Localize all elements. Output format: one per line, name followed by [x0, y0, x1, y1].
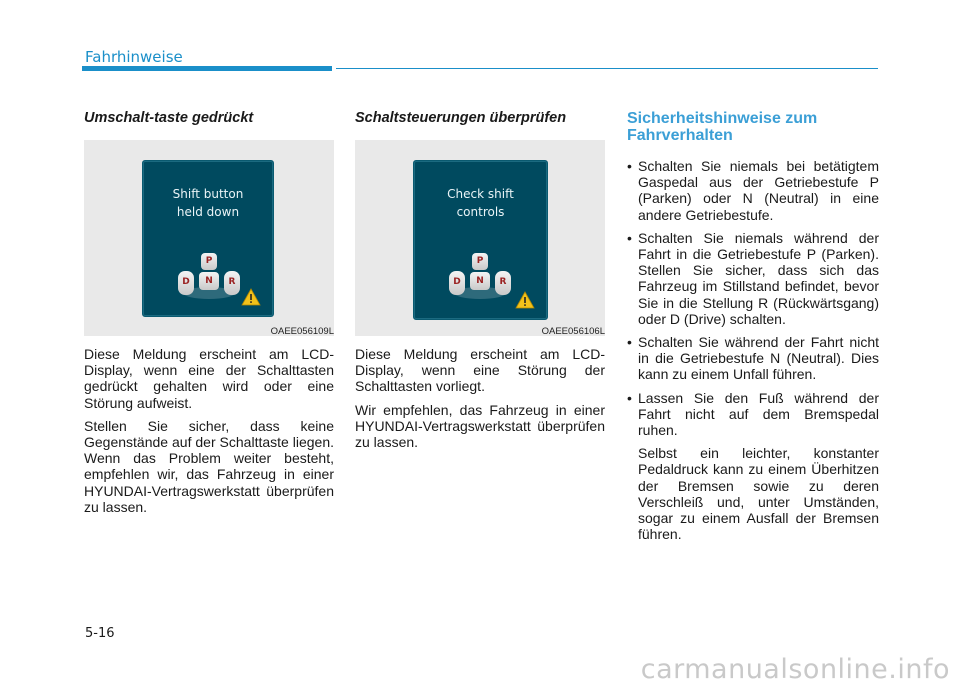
list-item: • Schalten Sie niemals bei betätigtem Gaspedal aus der Getriebestufe P (Parken) oder N (Neutral) in eine andere Getriebestufe. [627, 158, 879, 223]
button-p: P [472, 253, 488, 270]
safety-bullet-list [627, 158, 879, 542]
button-r: R [495, 271, 511, 295]
button-d: D [178, 271, 194, 295]
lcd-display [413, 160, 548, 320]
paragraph: Wir empfehlen, das Fahrzeug in einer HYUNDAI-Vertragswerkstatt überprüfen zu lassen. [355, 401, 605, 451]
button-p: P [201, 253, 217, 270]
figure-code: OAEE056106L [541, 326, 605, 337]
warning-icon [515, 291, 535, 309]
paragraph: Diese Meldung erscheint am LCD-Display, wenn eine der Schalttasten gedrückt gehalten wird oder eine Störung aufweist. [84, 346, 334, 411]
figure-check-shift [355, 140, 605, 336]
button-n: N [470, 272, 490, 290]
button-d: D [449, 271, 465, 295]
figure-shift-button [84, 140, 334, 336]
lcd-message: Shift button held down [172, 187, 244, 219]
column-3 [627, 110, 879, 549]
subheading-shift-button: Umschalt-taste gedrückt [84, 110, 254, 126]
warning-icon [241, 288, 261, 306]
column-1 [84, 110, 334, 522]
list-item: • Lassen Sie den Fuß während der Fahrt nicht auf dem Bremspedal ruhen. Selbst ein leichter, konstanter Pedaldruck kann zu einem Überhitzen der Bremsen sowie zu deren Verschleiß und, unter Umständen, sogar zu einem Ausfall der Bremsen führen. [627, 390, 879, 543]
column-2 [355, 110, 605, 457]
subheading-check-shift: Schaltsteuerungen überprüfen [355, 110, 567, 126]
paragraph: Diese Meldung erscheint am LCD-Display, wenn eine Störung der Schalttasten vorliegt. [355, 346, 605, 395]
watermark: carmanualsonline.info [640, 654, 950, 685]
header-rule-thick [82, 66, 332, 71]
page-number: 5-16 [85, 626, 115, 641]
list-item: • Schalten Sie während der Fahrt nicht in die Getriebestufe N (Neutral). Dies kann zu einem Unfall führen. [627, 334, 879, 383]
section-title: Fahrhinweise [85, 48, 183, 66]
button-r: R [224, 271, 240, 295]
safety-heading: Sicherheitshinweise zum Fahrverhalten [627, 110, 818, 144]
list-item: • Schalten Sie niemals während der Fahrt in die Getriebestufe P (Parken). Stellen Sie sicher, dass sich das Fahrzeug im Stillstand befindet, bevor Sie in die Stellung R (Rückwärtsgang) oder D (Drive) schalten. [627, 230, 879, 327]
lcd-display [142, 160, 274, 317]
button-n: N [199, 272, 219, 290]
lcd-message: Check shift controls [447, 187, 514, 219]
shift-buttons-graphic [178, 253, 240, 299]
list-item-continuation: Selbst ein leichter, konstanter Pedaldruck kann zu einem Überhitzen der Bremsen sowie zu deren Verschleiß und, unter Umständen, sogar zu einem Ausfall der Bremsen führen. [638, 445, 879, 543]
figure-code: OAEE056109L [270, 326, 334, 337]
header-rule-thin [336, 68, 878, 69]
shift-buttons-graphic [449, 253, 511, 299]
paragraph: Stellen Sie sicher, dass keine Gegenstände auf der Schalttaste liegen. Wenn das Problem weiter besteht, empfehlen wir, das Fahrzeug in einer HYUNDAI-Vertragswerkstatt überprüfen zu lassen. [84, 417, 334, 515]
